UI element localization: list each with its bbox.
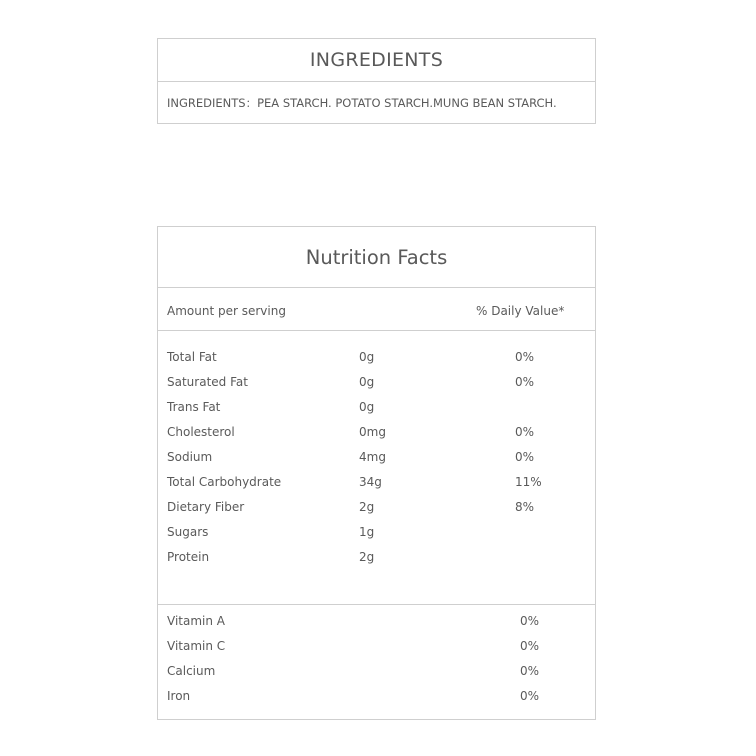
nutrient-name: Dietary Fiber <box>167 500 245 514</box>
amount-per-serving-header: Amount per serving <box>167 304 286 318</box>
nutrient-daily-value: 8% <box>515 500 535 514</box>
nutrient-amount: 2g <box>359 550 375 564</box>
daily-value-header: % Daily Value* <box>476 304 565 318</box>
nutrient-row-sodium <box>158 450 595 470</box>
nutrition-facts-title: Nutrition Facts <box>158 227 595 288</box>
vitamin-daily-value: 0% <box>520 614 540 628</box>
nutrient-row-protein <box>158 550 595 570</box>
nutrient-list <box>158 331 595 605</box>
nutrient-name: Sugars <box>167 525 209 539</box>
nutrient-amount: 0g <box>359 350 375 364</box>
vitamin-row-vitamin-c <box>158 639 595 659</box>
nutrient-amount: 0g <box>359 375 375 389</box>
nutrient-daily-value: 0% <box>515 425 535 439</box>
nutrient-row-total-carbohydrate <box>158 475 595 495</box>
vitamin-list <box>158 605 595 719</box>
nutrient-row-total-fat <box>158 350 595 370</box>
nutrient-row-cholesterol <box>158 425 595 445</box>
nutrient-row-dietary-fiber <box>158 500 595 520</box>
nutrient-name: Trans Fat <box>167 400 221 414</box>
nutrient-name: Total Carbohydrate <box>167 475 282 489</box>
nutrition-facts-panel <box>157 226 596 720</box>
vitamin-daily-value: 0% <box>520 689 540 703</box>
nutrient-amount: 0g <box>359 400 375 414</box>
ingredients-text: INGREDIENTS：PEA STARCH. POTATO STARCH.MUNG BEAN STARCH. <box>167 96 557 110</box>
nutrient-name: Sodium <box>167 450 213 464</box>
nutrient-amount: 34g <box>359 475 382 489</box>
nutrient-name: Total Fat <box>167 350 217 364</box>
nutrient-row-saturated-fat <box>158 375 595 395</box>
nutrient-daily-value: 11% <box>515 475 542 489</box>
vitamin-row-vitamin-a <box>158 614 595 634</box>
vitamin-name: Calcium <box>167 664 216 678</box>
nutrition-header-row <box>158 288 595 331</box>
nutrient-name: Cholesterol <box>167 425 235 439</box>
vitamin-name: Vitamin A <box>167 614 225 628</box>
nutrient-daily-value: 0% <box>515 450 535 464</box>
vitamin-row-calcium <box>158 664 595 684</box>
vitamin-name: Iron <box>167 689 191 703</box>
vitamin-name: Vitamin C <box>167 639 226 653</box>
nutrient-name: Protein <box>167 550 210 564</box>
ingredients-panel <box>157 38 596 124</box>
nutrient-daily-value: 0% <box>515 350 535 364</box>
nutrient-name: Saturated Fat <box>167 375 248 389</box>
vitamin-daily-value: 0% <box>520 639 540 653</box>
nutrient-amount: 0mg <box>359 425 386 439</box>
ingredients-title: INGREDIENTS <box>158 39 595 82</box>
nutrient-row-sugars <box>158 525 595 545</box>
nutrient-amount: 1g <box>359 525 375 539</box>
nutrient-amount: 2g <box>359 500 375 514</box>
vitamin-daily-value: 0% <box>520 664 540 678</box>
vitamin-row-iron <box>158 689 595 709</box>
nutrient-row-trans-fat <box>158 400 595 420</box>
nutrient-amount: 4mg <box>359 450 386 464</box>
nutrient-daily-value: 0% <box>515 375 535 389</box>
